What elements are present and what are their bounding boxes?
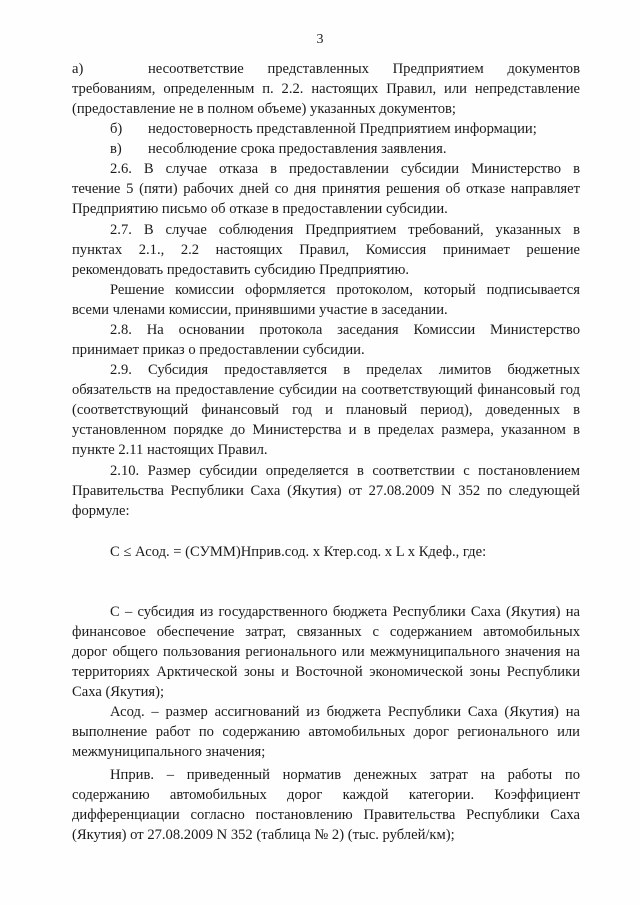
paragraph-2-10-line1: 2.10. Размер субсидии определяется в соответствии с постановлением: [110, 463, 580, 479]
paragraph-2-7-line1: 2.7. В случае соблюдения Предприятием требований, указанных в: [110, 222, 580, 238]
paragraph-protocol-line2: всеми членами комиссии, принявшими участие в заседании.: [72, 302, 448, 318]
list-item-v: несоблюдение срока предоставления заявления.: [148, 141, 447, 157]
definition-asod-line1: Асод. – размер ассигнований из бюджета Республики Саха (Якутия) на: [110, 704, 580, 720]
paragraph-2-9-line4: установленном порядке до Министерства и в пределах размера, указанном в: [72, 422, 580, 438]
definition-c-line5: Саха (Якутия);: [72, 684, 165, 700]
paragraph-protocol-line1: Решение комиссии оформляется протоколом, который подписывается: [110, 282, 580, 298]
definition-c-line2: финансовое обеспечение затрат, связанных с содержанием автомобильных: [72, 624, 580, 640]
list-item-a-line1: несоответствие представленных Предприятием документов: [148, 61, 580, 77]
list-item-a-line3: (предоставление не в полном объеме) указанных документов;: [72, 101, 456, 117]
paragraph-2-8-line1: 2.8. На основании протокола заседания Комиссии Министерство: [110, 322, 580, 338]
definition-npriv-line4: (Якутия) от 27.08.2009 N 352 (таблица № 2) (тыс. рублей/км);: [72, 827, 455, 843]
paragraph-2-6-line3: Предприятию письмо об отказе в предоставлении субсидии.: [72, 201, 448, 217]
definition-asod-line2: выполнение работ по содержанию автомобильных дорог регионального или: [72, 724, 580, 740]
paragraph-2-7-line2: пунктах 2.1., 2.2 настоящих Правил, Комиссия принимает решение: [72, 242, 580, 258]
paragraph-2-6-line1: 2.6. В случае отказа в предоставлении субсидии Министерство в: [110, 161, 580, 177]
paragraph-2-9-line2: обязательств на предоставление субсидии на соответствующий финансовый год: [72, 382, 580, 398]
list-label-v: в): [110, 141, 122, 157]
definition-asod-line3: межмуниципального значения;: [72, 744, 266, 760]
list-item-a-line2: требованиям, определенным п. 2.2. настоящих Правил, или непредставление: [72, 81, 580, 97]
definition-npriv-line1: Нприв. – приведенный норматив денежных затрат на работы по: [110, 767, 580, 783]
list-label-b: б): [110, 121, 123, 137]
definition-npriv-line2: содержанию автомобильных дорог каждой категории. Коэффициент: [72, 787, 580, 803]
definition-c-line4: территориях Арктической зоны и Восточной экономической зоны Республики: [72, 664, 580, 680]
definition-c-line1: С – субсидия из государственного бюджета Республики Саха (Якутия) на: [110, 604, 580, 620]
paragraph-2-10-line3: формуле:: [72, 503, 130, 519]
definition-c-line3: дорог общего пользования регионального или межмуниципального значения на: [72, 644, 580, 660]
paragraph-2-7-line3: рекомендовать предоставить субсидию Предприятию.: [72, 262, 410, 278]
paragraph-2-8-line2: принимает приказ о предоставлении субсидии.: [72, 342, 365, 358]
paragraph-2-9-line5: пункте 2.11 настоящих Правил.: [72, 442, 268, 458]
list-item-b: недостоверность представленной Предприятием информации;: [148, 121, 537, 137]
list-label-a: а): [72, 61, 84, 77]
page-number: 3: [316, 32, 324, 47]
paragraph-2-9-line3: (соответствующий финансовый год и плановый период), доведенных в: [72, 402, 580, 418]
paragraph-2-9-line1: 2.9. Субсидия предоставляется в пределах лимитов бюджетных: [110, 362, 580, 378]
paragraph-2-6-line2: течение 5 (пяти) рабочих дней со дня принятия решения об отказе направляет: [72, 181, 580, 197]
definition-npriv-line3: дифференциации согласно постановлению Правительства Республики Саха: [72, 807, 580, 823]
paragraph-2-10-line2: Правительства Республики Саха (Якутия) от 27.08.2009 N 352 по следующей: [72, 483, 580, 499]
formula: С ≤ Асод. = (СУММ)Нприв.сод. x Ктер.сод. x L x Кдеф., где:: [110, 544, 487, 560]
